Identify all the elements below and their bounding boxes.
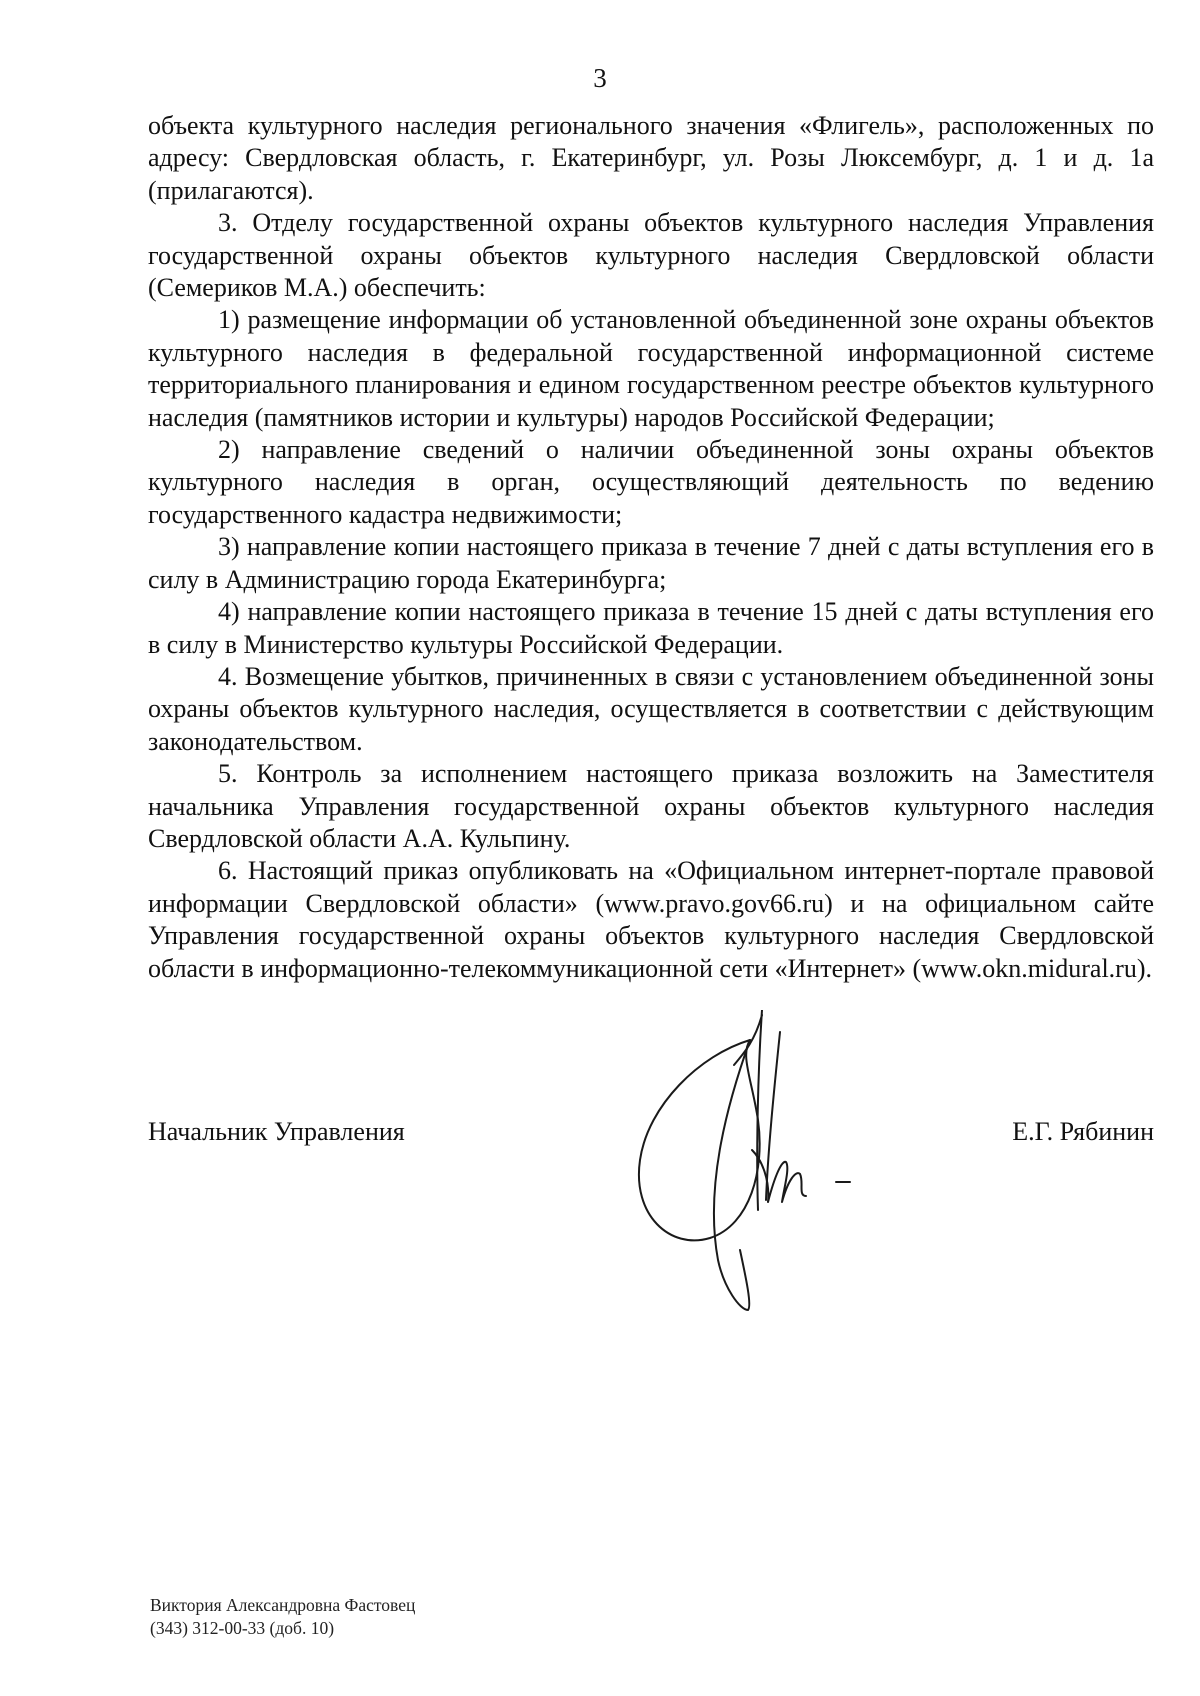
paragraph-item-5: 5. Контроль за исполнением настоящего приказа возложить на Заместителя начальника Управления государственной охраны объектов культурного наследия Свердловской области А.А. Кульпину. — [148, 759, 1154, 853]
paragraph-subitem-1: 1) размещение информации об установленной объединенной зоне охраны объектов культурного наследия в федеральной государственной информационной системе территориального планирования и едином государственном реестре объектов культурного наследия (памятников истории и культуры) народов Российской Федерации; — [148, 305, 1154, 432]
signer-name: Е.Г. Рябинин — [1012, 1117, 1154, 1146]
paragraph-subitem-3: 3) направление копии настоящего приказа в течение 7 дней с даты вступления его в силу в Администрацию города Екатеринбурга; — [148, 532, 1154, 594]
executor-phone: (343) 312-00-33 (доб. 10) — [150, 1618, 335, 1638]
paragraph-continuation: объекта культурного наследия регионального значения «Флигель», расположенных по адресу: Свердловская область, г. Екатеринбург, ул. Розы Люксембург, д. 1 и д. 1а (прилагаются). — [148, 111, 1154, 205]
footer-executor-info — [150, 1594, 415, 1640]
paragraph-item-4: 4. Возмещение убытков, причиненных в связи с установлением объединенной зоны охраны объектов культурного наследия, осуществляется в соответствии с действующим законодательством. — [148, 661, 1154, 756]
paragraph-subitem-4: 4) направление копии настоящего приказа в течение 15 дней с даты вступления его в силу в Министерство культуры Российской Федерации. — [148, 597, 1154, 659]
signer-title: Начальник Управления — [148, 1117, 405, 1146]
page-number: 3 — [593, 63, 607, 93]
paragraph-subitem-2: 2) направление сведений о наличии объединенной зоны охраны объектов культурного наследия в орган, осуществляющий деятельность по ведению государственного кадастра недвижимости; — [148, 435, 1154, 529]
order-body — [148, 110, 1154, 985]
handwritten-signature — [630, 1010, 950, 1320]
executor-name: Виктория Александровна Фастовец — [150, 1595, 416, 1615]
paragraph-item-3: 3. Отделу государственной охраны объектов культурного наследия Управления государственной охраны объектов культурного наследия Свердловской области (Семериков М.А.) обеспечить: — [148, 208, 1154, 303]
paragraph-item-6: 6. Настоящий приказ опубликовать на «Официальном интернет-портале правовой информации Свердловской области» (www.pravo.gov66.ru) и на официальном сайте Управления государственной охраны объектов культурного наследия Свердловской области в информационно-телекоммуникационной сети «Интернет» (www.okn.midural.ru). — [148, 856, 1154, 983]
